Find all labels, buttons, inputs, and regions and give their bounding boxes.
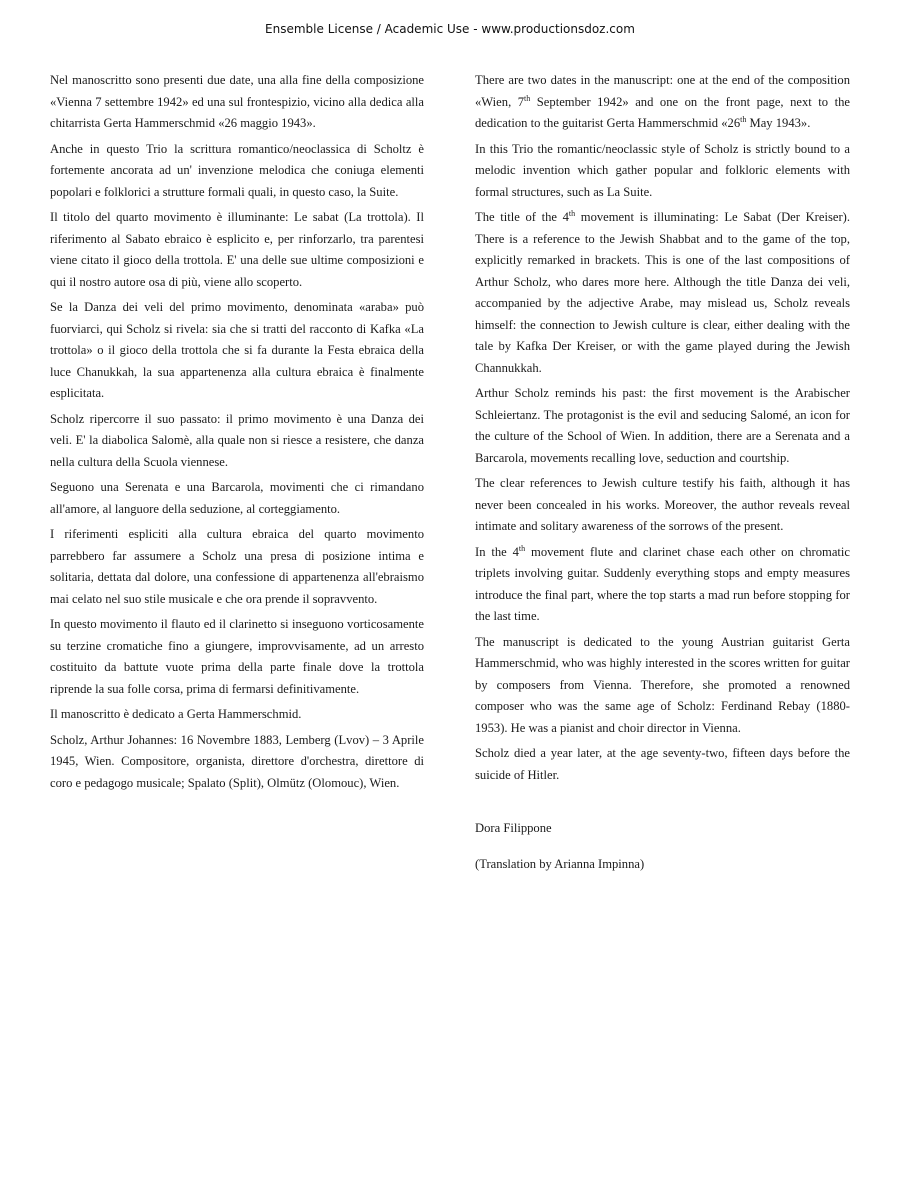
translation-credit: (Translation by Arianna Impinna) — [475, 856, 645, 871]
paragraph: Il titolo del quarto movimento è illuminante: Le sabat (La trottola). Il riferimento al Sabato ebraico è esplicito e, per rinforzarlo, tra parentesi viene citato il gioco della trottola. E' una delle sue ultime composizioni e qui il nostro autore osa di più, viene allo scoperto. — [50, 210, 424, 289]
author-signature: Dora Filippone — [475, 821, 552, 835]
ordinal-suffix: th — [568, 208, 576, 218]
paragraph: The title of the 4th movement is illuminating: Le Sabat (Der Kreiser). There is a reference to the Jewish Shabbat and to the game of the top, explicitly remarked in brackets. This is one of the last compositions of Arthur Scholz, who dares more here. Although the title Danza dei veli, accompanied by the adjective Arabe, may mislead us, Scholz reveals himself: the connection to Jewish culture is clear, either dealing with the tale by Kafka Der Kreiser, or with the game played during the Jewish Channukkah. — [475, 208, 850, 375]
ordinal-suffix: th — [740, 114, 747, 124]
paragraph: Scholz ripercorre il suo passato: il primo movimento è una Danza dei veli. E' la diabolica Salomè, alla quale non si riesce a resistere, che danza nella cultura della Scuola viennese. — [50, 411, 424, 469]
paragraph: Il manoscritto è dedicato a Gerta Hammerschmid. — [50, 707, 302, 721]
ordinal-suffix: th — [518, 543, 526, 553]
paragraph: The clear references to Jewish culture testify his faith, although it has never been concealed in his works. Moreover, the author reveals reveal intimate and solitary awareness of the sorrows of the present. — [475, 476, 850, 533]
italian-column — [50, 70, 424, 798]
english-column — [475, 70, 850, 889]
paragraph: The manuscript is dedicated to the young Austrian guitarist Gerta Hammerschmid, who was highly interested in the scores written for guitar by composers from Vienna. Therefore, she promoted a renowned composer who was the same age of Scholz: Ferdinand Rebay (1880-1953). He was a pianist and choir director in Vienna. — [475, 634, 850, 735]
paragraph: Scholz died a year later, at the age seventy-two, fifteen days before the suicide of Hitler. — [475, 746, 850, 782]
ordinal-suffix: th — [524, 93, 531, 103]
paragraph: I riferimenti espliciti alla cultura ebraica del quarto movimento parrebbero far assumere a Scholz una presa di posizione intima e solitaria, dettata dal dolore, una confessione di appartenenza all'ebraismo mai celato nel suo stile musicale e che ora prende il sopravvento. — [50, 527, 424, 606]
biography-paragraph: Scholz, Arthur Johannes: 16 Novembre 1883, Lemberg (Lvov) – 3 Aprile 1945, Wien. Compositore, organista, direttore d'orchestra, direttore di coro e pedagogo musicale; Spalato (Split), Olmütz (Olomouc), Wien. — [50, 732, 424, 790]
paragraph: Arthur Scholz reminds his past: the first movement is the Arabischer Schleiertanz. The protagonist is the evil and seducing Salomé, an icon for the culture of the School of Wien. In addition, there are a Serenata and a Barcarola, movements recalling love, seduction and courtship. — [475, 386, 850, 465]
paragraph: Anche in questo Trio la scrittura romantico/neoclassica di Scholtz è fortemente ancorata ad un' invenzione melodica che coniuga elementi popolari e folklorici a strutture formali quali, in questo caso, la Suite. — [50, 141, 424, 199]
paragraph: In questo movimento il flauto ed il clarinetto si inseguono vorticosamente su terzine cromatiche fino a giungere, improvvisamente, ad un arresto costituito da battute vuote prima della parte finale dove la trottola riprende la sua folle corsa, prima di fermarsi definitivamente. — [50, 617, 424, 696]
paragraph: Nel manoscritto sono presenti due date, una alla fine della composizione «Vienna 7 settembre 1942» ed una sul frontespizio, vicino alla dedica alla chitarrista Gerta Hammerschmid «26 maggio 1943». — [50, 73, 424, 130]
paragraph: There are two dates in the manuscript: one at the end of the composition «Wien, 7th September 1942» and one on the front page, next to the dedication to the guitarist Gerta Hammerschmid «26th May 1943». — [475, 73, 850, 130]
paragraph: Se la Danza dei veli del primo movimento, denominata «araba» può fuorviarci, qui Scholz si rivela: sia che si tratti del racconto di Kafka «La trottola» o il gioco della trottola che si fa durante la Festa ebraica della luce Chanukkah, la sua appartenenza alla cultura ebraica è finalmente esplicitata. — [50, 300, 424, 400]
spacer — [475, 790, 850, 818]
paragraph: Seguono una Serenata e una Barcarola, movimenti che ci rimandano all'amore, al languore della seduzione, al corteggiamento. — [50, 480, 424, 516]
page-header: Ensemble License / Academic Use - www.productionsdoz.com — [265, 22, 635, 36]
paragraph: In the 4th movement flute and clarinet chase each other on chromatic triplets involving guitar. Suddenly everything stops and empty measures introduce the final part, where the top starts a mad run before stopping for the last time. — [475, 543, 850, 623]
paragraph: In this Trio the romantic/neoclassic style of Scholz is strictly bound to a melodic invention which gather popular and folkloric elements with formal structures, such as La Suite. — [475, 141, 850, 199]
